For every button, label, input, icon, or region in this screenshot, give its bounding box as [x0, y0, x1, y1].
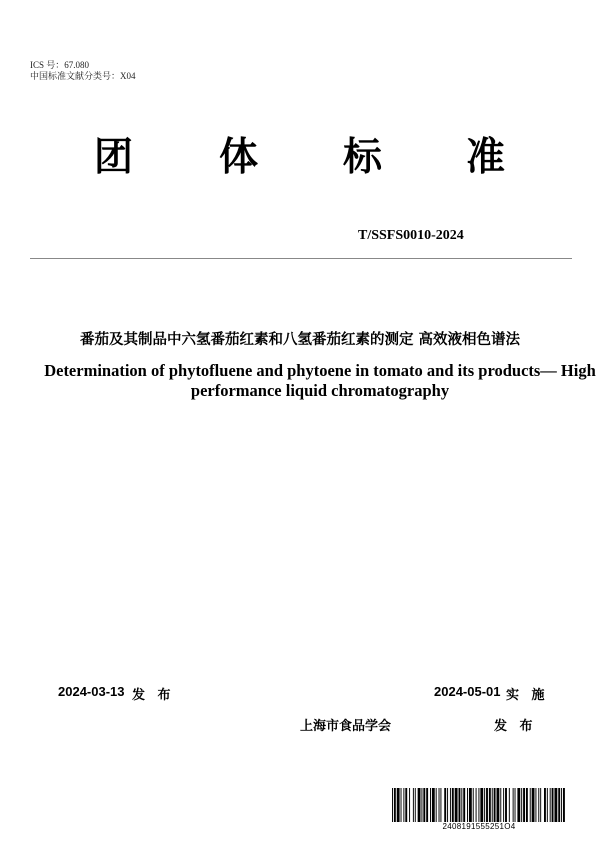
barcode-bar [413, 788, 414, 822]
barcode-bar [436, 788, 437, 822]
issuer-label: 发 布 [494, 719, 537, 734]
barcode-bar [484, 788, 485, 822]
barcode-bar [423, 788, 425, 822]
barcode-bar [463, 788, 465, 822]
barcode-bar [418, 788, 421, 822]
english-title-line-1: Determination of phytofluene and phytoene in tomato and its products— High [44, 361, 596, 380]
barcode-bar [430, 788, 431, 822]
barcode-bar [409, 788, 410, 822]
barcode-bar [517, 788, 520, 822]
ccs-classification: 中国标准文献分类号：X04 [30, 71, 136, 81]
barcode-bar [503, 788, 504, 822]
barcode-bar [432, 788, 435, 822]
barcode-bar [550, 788, 551, 822]
barcode-bar [521, 788, 522, 822]
barcode-bar [478, 788, 479, 822]
barcode-bar [480, 788, 483, 822]
barcode-bar [513, 788, 514, 822]
barcode-bar [509, 788, 510, 822]
barcode-bar [401, 788, 402, 822]
issue-date: 2024-03-13 [58, 684, 125, 699]
english-title-line-2: performance liquid chromatography [190, 381, 450, 400]
effective-label: 实 施 [506, 688, 549, 703]
barcode-bar [494, 788, 496, 822]
barcode-bar [505, 788, 507, 822]
barcode-bar [440, 788, 441, 822]
barcode-bar [515, 788, 516, 822]
barcode-bar [455, 788, 458, 822]
barcode-bar [392, 788, 393, 822]
barcode-bar [461, 788, 462, 822]
heading-char-1: 团 [94, 135, 134, 180]
barcode-bar [538, 788, 539, 822]
barcode-bar [476, 788, 477, 822]
issue-label: 发 布 [132, 688, 175, 703]
barcode-bar [532, 788, 535, 822]
barcode-bar [405, 788, 407, 822]
barcode-bar [530, 788, 531, 822]
header-divider [30, 258, 572, 259]
effective-date: 2024-05-01 [434, 684, 501, 699]
barcode-bar [563, 788, 565, 822]
barcode-bar [403, 788, 404, 822]
barcode-bar [486, 788, 488, 822]
english-title [0, 361, 600, 401]
barcode-bar [535, 788, 536, 822]
barcode-bar [450, 788, 451, 822]
barcode-bar [473, 788, 474, 822]
heading-char-4: 准 [466, 135, 506, 180]
chinese-title: 番茄及其制品中六氢番茄红素和八氢番茄红素的测定 高效液相色谱法 [79, 332, 521, 348]
barcode-bar [459, 788, 461, 822]
barcode-bar [544, 788, 546, 822]
barcode-bar [397, 788, 400, 822]
barcode-bar [439, 788, 440, 822]
barcode-bar [547, 788, 548, 822]
barcode-bar [526, 788, 528, 822]
barcode-bar [394, 788, 396, 822]
barcode-bar [452, 788, 454, 822]
barcode-bar [497, 788, 500, 822]
barcode-bar [469, 788, 472, 822]
issuer-name: 上海市食品学会 [300, 719, 392, 734]
barcode-bar [523, 788, 525, 822]
barcode [390, 788, 568, 822]
heading-char-2: 体 [219, 135, 259, 180]
barcode-bar [561, 788, 562, 822]
barcode-bar [415, 788, 416, 822]
barcode-bar [421, 788, 422, 822]
barcode-bar [426, 788, 428, 822]
barcode-bar [552, 788, 554, 822]
barcode-bar [447, 788, 448, 822]
barcode-bar [558, 788, 560, 822]
barcode-bar [467, 788, 468, 822]
barcode-bar [540, 788, 541, 822]
ics-number: ICS 号：67.080 [30, 60, 90, 70]
heading-char-3: 标 [343, 135, 383, 180]
standard-code: T/SSFS0010-2024 [358, 228, 464, 243]
barcode-bar [554, 788, 557, 822]
barcode-number: 2408191555251O4 [442, 822, 516, 831]
barcode-bar [500, 788, 501, 822]
barcode-bar [444, 788, 446, 822]
barcode-bar [489, 788, 491, 822]
barcode-bar [492, 788, 493, 822]
